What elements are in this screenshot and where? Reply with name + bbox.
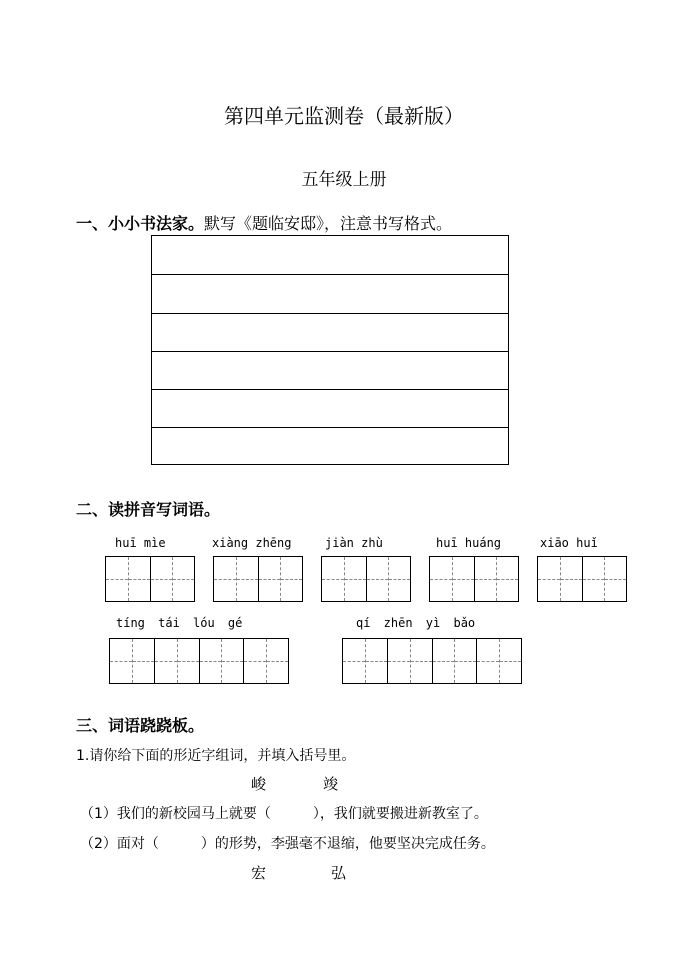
- grid-cell: [499, 639, 521, 683]
- grid-cell: [199, 639, 221, 683]
- grid-cell: [128, 557, 150, 601]
- grid-cell: [496, 557, 518, 601]
- pinyin-label: tíng tái lóu gé: [116, 616, 243, 630]
- grid-cell: [388, 557, 410, 601]
- grid-cell: [538, 557, 560, 601]
- similar-char: 竣: [323, 775, 339, 793]
- similar-char: 宏: [251, 864, 267, 882]
- pinyin-label: huī mìe: [115, 536, 166, 550]
- grid-cell: [258, 557, 280, 601]
- writing-box[interactable]: [151, 235, 509, 465]
- grid-cell: [322, 557, 344, 601]
- pinyin-label: xiàng zhēng: [212, 536, 292, 550]
- grid-cell: [452, 557, 474, 601]
- grid-cell: [476, 639, 498, 683]
- grid-cell: [132, 639, 154, 683]
- grid-cell: [110, 639, 132, 683]
- grid-cell: [387, 639, 409, 683]
- grid-cell: [280, 557, 302, 601]
- pinyin-label: jiàn zhù: [325, 536, 383, 550]
- pinyin-label: huī huáng: [436, 536, 502, 550]
- writing-line: [152, 389, 508, 390]
- pinyin-label: qí zhēn yì bǎo: [356, 616, 476, 630]
- answer-grid[interactable]: [105, 556, 195, 602]
- answer-grid[interactable]: [429, 556, 519, 602]
- grid-cell: [221, 639, 243, 683]
- section-1-label: 一、小小书法家。: [76, 214, 205, 233]
- answer-grid[interactable]: [537, 556, 627, 602]
- sentence-2: （2）面对（ ）的形势，李强毫不退缩，他要坚决完成任务。: [80, 836, 495, 852]
- grid-cell: [430, 557, 452, 601]
- grid-cell: [214, 557, 236, 601]
- question-1: 1.请你给下面的形近字组词，并填入括号里。: [76, 748, 356, 764]
- grid-cell: [366, 557, 388, 601]
- section-3-heading: 三、词语跷跷板。: [76, 716, 205, 735]
- section-1-heading: [76, 211, 452, 234]
- grid-cell: [410, 639, 432, 683]
- answer-grid[interactable]: [321, 556, 411, 602]
- grid-cell: [172, 557, 194, 601]
- grid-cell: [177, 639, 199, 683]
- writing-line: [152, 351, 508, 352]
- grid-cell: [582, 557, 604, 601]
- grid-cell: [154, 639, 176, 683]
- section-1-instruction: 默写《题临安邸》，注意书写格式。: [204, 214, 453, 233]
- grid-cell: [106, 557, 128, 601]
- grid-cell: [432, 639, 454, 683]
- answer-grid[interactable]: [109, 638, 289, 684]
- pinyin-label: xiāo huǐ: [540, 536, 598, 550]
- sentence-1: （1）我们的新校园马上就要（ ），我们就要搬进新教室了。: [80, 806, 488, 822]
- page-title: 第四单元监测卷（最新版）: [224, 104, 464, 128]
- grid-cell: [343, 639, 365, 683]
- grid-cell: [150, 557, 172, 601]
- section-2-heading: 二、读拼音写词语。: [76, 500, 221, 519]
- answer-grid[interactable]: [342, 638, 522, 684]
- writing-line: [152, 274, 508, 275]
- similar-char: 弘: [331, 864, 347, 882]
- grid-cell: [560, 557, 582, 601]
- grid-cell: [344, 557, 366, 601]
- grid-cell: [243, 639, 265, 683]
- grid-cell: [365, 639, 387, 683]
- grid-cell: [266, 639, 288, 683]
- similar-char: 峻: [251, 775, 267, 793]
- grid-cell: [474, 557, 496, 601]
- grid-cell: [604, 557, 626, 601]
- grid-cell: [454, 639, 476, 683]
- page-subtitle: 五年级上册: [301, 170, 387, 190]
- answer-grid[interactable]: [213, 556, 303, 602]
- writing-line: [152, 313, 508, 314]
- writing-line: [152, 427, 508, 428]
- grid-cell: [236, 557, 258, 601]
